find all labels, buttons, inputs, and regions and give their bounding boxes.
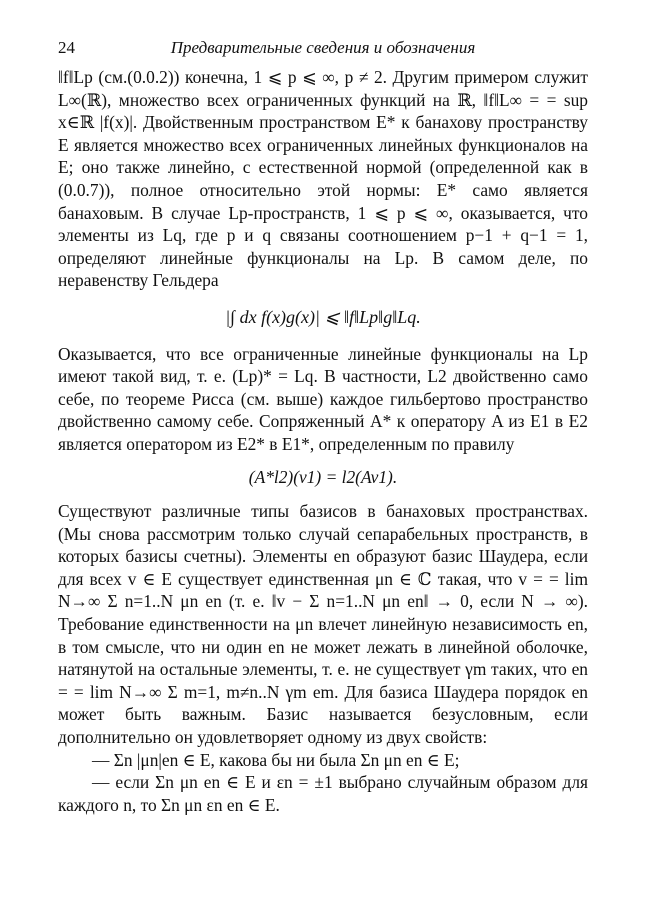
paragraph-1: ‖f‖Lp (см.(0.0.2)) конечна, 1 ⩽ p ⩽ ∞, p ≠ 2. Другим примером служит L∞(ℝ), множество всех ограниченных функций на ℝ, ‖f‖L∞ = = sup x∈ℝ |f(x)|. Двойственным пространством E* к банахову пространству E является множество всех ограниченных линейных функционалов на E; оно также линейно, с естественной нормой (определенной как в (0.0.7)), полное относительно этой нормы: E* само является банаховым. В случае Lp-пространств, 1 ⩽ p ⩽ ∞, оказывается, что элементы из Lq, где p и q связаны соотношением p−1 + q−1 = 1, определяют линейные функционалы на Lp. В самом деле, по неравенству Гельдера	[58, 67, 588, 291]
paragraph-2: Оказывается, что все ограниченные линейные функционалы на Lp имеют такой вид, т. е. (Lp)* = Lq. В частности, L2 двойственно само себе, по теореме Рисса (см. выше) каждое гильбертово пространство двойственно самому себе. Сопряженный A* к оператору A из E1 в E2 является оператором из E2* в E1*, определенным по правилу	[58, 343, 588, 454]
paragraph-3: Существуют различные типы базисов в банаховых пространствах. (Мы снова рассмотрим только случай сепарабельных пространств, в которых базисы счетны). Элементы en образуют базис Шаудера, если для всех v ∈ E существует единственная μn ∈ ℂ такая, что v = = lim N→∞ Σ n=1..N μn en (т. е. ‖v − Σ n=1..N μn en‖ → 0, если N → ∞). Требование единственности на μn влечет линейную независимость en, в том смысле, что ни один en не может лежать в линейной оболочке, натянутой на остальные элементы, т. е. не существует γm таких, что en = = lim N→∞ Σ m=1, m≠n..N γm em. Для базиса Шаудера порядок en может быть важным. Базис называется безусловным, если дополнительно он удовлетворяет одному из двух свойств:	[58, 501, 588, 748]
list-item-1: — Σn |μn|en ∈ E, какова бы ни была Σn μn en ∈ E;	[92, 749, 460, 770]
equation-adjoint: (A*l2)(v1) = l2(Av1).	[248, 466, 398, 487]
equation-hoelder: |∫ dx f(x)g(x)| ⩽ ‖f‖Lp‖g‖Lq.	[225, 306, 421, 327]
page-body	[58, 66, 588, 816]
running-head: Предварительные сведения и обозначения	[170, 38, 476, 57]
page-header	[58, 38, 588, 62]
page-number: 24	[58, 38, 75, 57]
list-item-2: — если Σn μn en ∈ E и εn = ±1 выбрано случайным образом для каждого n, то Σn μn εn en ∈ E.	[58, 772, 588, 815]
